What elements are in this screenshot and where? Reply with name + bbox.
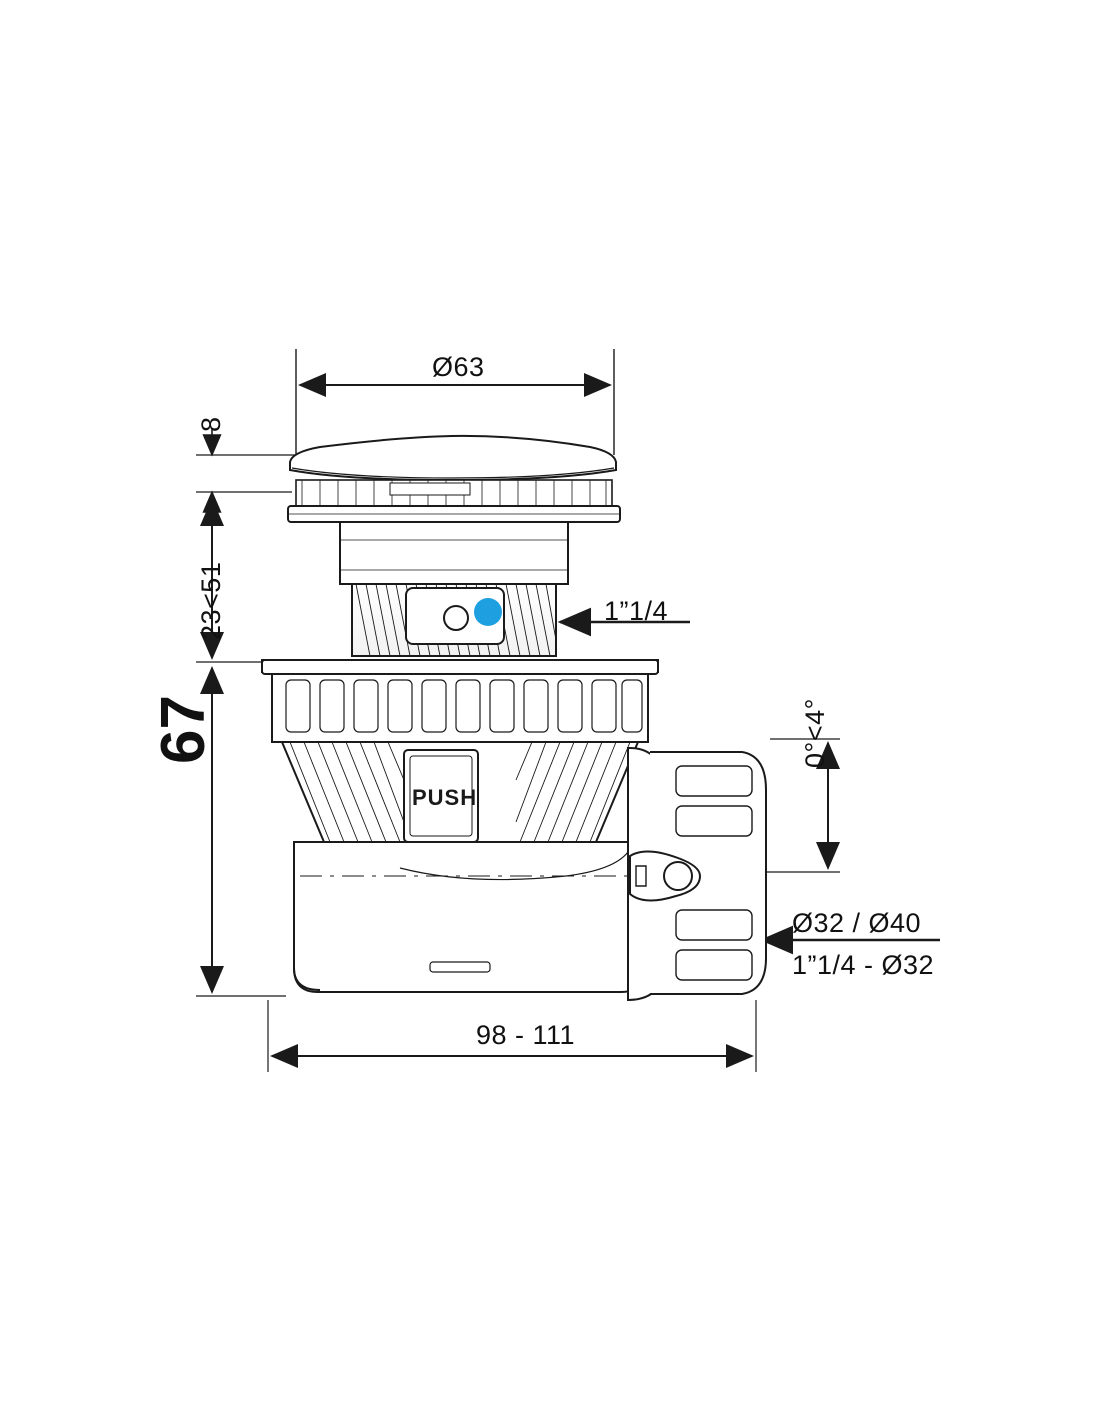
dim-label-top-diameter: Ø63: [432, 352, 485, 382]
dim-label-outlet-thread: 1”1/4 - Ø32: [792, 950, 935, 980]
push-button-label: PUSH: [412, 785, 478, 810]
dim-label-total-height: 67: [149, 695, 218, 764]
dim-label-adjust-height: 23<51: [196, 561, 226, 640]
dim-label-outlet-angle: 0°<4°: [800, 698, 830, 768]
dim-label-plate-thickness: 8: [196, 416, 226, 432]
drain-body-geometry: [262, 436, 766, 1000]
dim-label-outlet-diameter: Ø32 / Ø40: [792, 908, 922, 938]
dim-label-thread-size: 1”1/4: [604, 596, 669, 626]
overflow-indicator: [406, 588, 504, 644]
dim-label-total-length: 98 - 111: [476, 1020, 576, 1050]
